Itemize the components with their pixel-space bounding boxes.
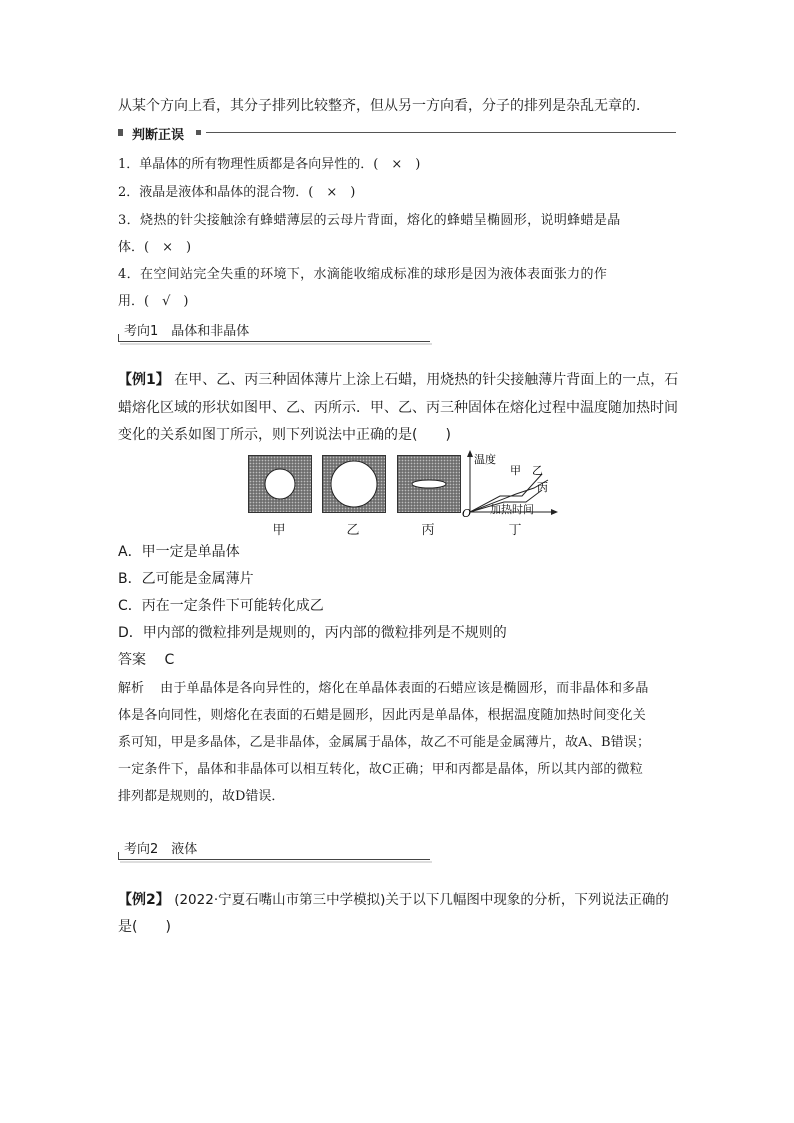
curve-label-jia: 甲 xyxy=(510,464,521,477)
topic-1-title: 考向1 晶体和非晶体 xyxy=(124,324,250,339)
graph-y-label: 温度 xyxy=(474,453,496,466)
judge-item-4-line-2: 用．( √ ) xyxy=(118,294,189,309)
round-melt-region-small xyxy=(249,456,311,512)
example-1-line-3: 变化的关系如图丁所示，则下列说法中正确的是( ) xyxy=(118,427,451,443)
figure-panel-jia xyxy=(248,455,312,513)
example-1-tag: 【例1】 xyxy=(118,372,170,388)
option-d: D．甲内部的微粒排列是规则的，丙内部的微粒排列是不规则的 xyxy=(118,625,507,641)
graph-x-label: 加热时间 xyxy=(490,503,534,516)
analysis-line-1 xyxy=(118,680,649,698)
figure-panel-yi xyxy=(322,455,386,513)
header-dot-mark xyxy=(196,130,201,135)
judge-item-4-line-1: 4．在空间站完全失重的环境下，水滴能收缩成标准的球形是因为液体表面张力的作 xyxy=(118,267,608,282)
caption-bing: 丙 xyxy=(421,523,435,538)
topic-2-header xyxy=(118,838,430,860)
example-2-line-2: 是( ) xyxy=(118,919,171,935)
graph-origin: O xyxy=(462,507,472,520)
topic-2-bar xyxy=(118,852,119,860)
caption-yi: 乙 xyxy=(346,523,360,538)
answer-value: C xyxy=(164,652,175,668)
round-melt-region-large xyxy=(323,456,385,512)
curve-label-yi: 乙 xyxy=(532,464,543,477)
answer-label: 答案 xyxy=(118,652,146,668)
example-1-line-1 xyxy=(118,371,678,389)
topic-2-shadow xyxy=(120,861,432,863)
analysis-line-2: 体是各向同性，则熔化在表面的石蜡是圆形，因此丙是单晶体，根据温度随加热时间变化关 xyxy=(118,708,647,723)
judge-section-header xyxy=(118,126,676,143)
figure-panel-bing xyxy=(397,455,461,513)
judge-section-title: 判断正误 xyxy=(132,128,185,143)
analysis-label: 解析 xyxy=(118,681,145,696)
judge-item-3-line-1: 3．烧热的针尖接触涂有蜂蜡薄层的云母片背面，熔化的蜂蜡呈椭圆形，说明蜂蜡是晶 xyxy=(118,213,621,228)
example-1-line-1-text: 在甲、乙、丙三种固体薄片上涂上石蜡，用烧热的针尖接触薄片背面上的一点，石 xyxy=(174,372,679,388)
topic-2-title: 考向2 液体 xyxy=(124,842,198,857)
analysis-line-1-text: 由于单晶体是各向异性的，熔化在单晶体表面的石蜡应该是椭圆形，而非晶体和多晶 xyxy=(160,681,649,696)
caption-ding: 丁 xyxy=(508,523,522,538)
example-2-line-1 xyxy=(118,891,669,909)
topic-1-underline xyxy=(118,341,430,342)
topic-1-header xyxy=(118,320,430,342)
header-bar-mark xyxy=(118,129,123,136)
elliptical-melt-region xyxy=(398,456,460,512)
option-a: A．甲一定是单晶体 xyxy=(118,544,240,560)
option-c: C．丙在一定条件下可能转化成乙 xyxy=(118,598,324,614)
analysis-line-5: 排列都是规则的，故D错误． xyxy=(118,789,285,804)
topic-1-shadow xyxy=(120,343,432,345)
judge-item-2: 2．液晶是液体和晶体的混合物．( × ) xyxy=(118,185,356,200)
judge-item-1: 1．单晶体的所有物理性质都是各向异性的．( × ) xyxy=(118,157,421,172)
header-rule xyxy=(206,132,676,133)
example-1-line-2: 蜡熔化区域的形状如图甲、乙、丙所示．甲、乙、丙三种固体在熔化过程中温度随加热时间 xyxy=(118,400,678,416)
caption-jia: 甲 xyxy=(272,523,286,538)
analysis-line-4: 一定条件下，晶体和非晶体可以相互转化，故C正确；甲和丙都是晶体，所以其内部的微粒 xyxy=(118,762,643,777)
example-2-line-1-text: (2022·宁夏石嘴山市第三中学模拟)关于以下几幅图中现象的分析，下列说法正确的 xyxy=(174,892,669,908)
topic-2-underline xyxy=(118,859,430,860)
intro-line: 从某个方向上看，其分子排列比较整齐，但从另一方向看，分子的排列是杂乱无章的． xyxy=(118,98,650,114)
judge-item-3-line-2: 体．( × ) xyxy=(118,240,192,255)
topic-1-bar xyxy=(118,334,119,342)
curve-label-bing: 丙 xyxy=(537,481,548,494)
answer-line xyxy=(118,651,174,669)
analysis-line-3: 系可知，甲是多晶体，乙是非晶体，金属属于晶体，故乙不可能是金属薄片，故A、B错误； xyxy=(118,735,651,750)
option-b: B．乙可能是金属薄片 xyxy=(118,571,254,587)
example-2-tag: 【例2】 xyxy=(118,892,170,908)
